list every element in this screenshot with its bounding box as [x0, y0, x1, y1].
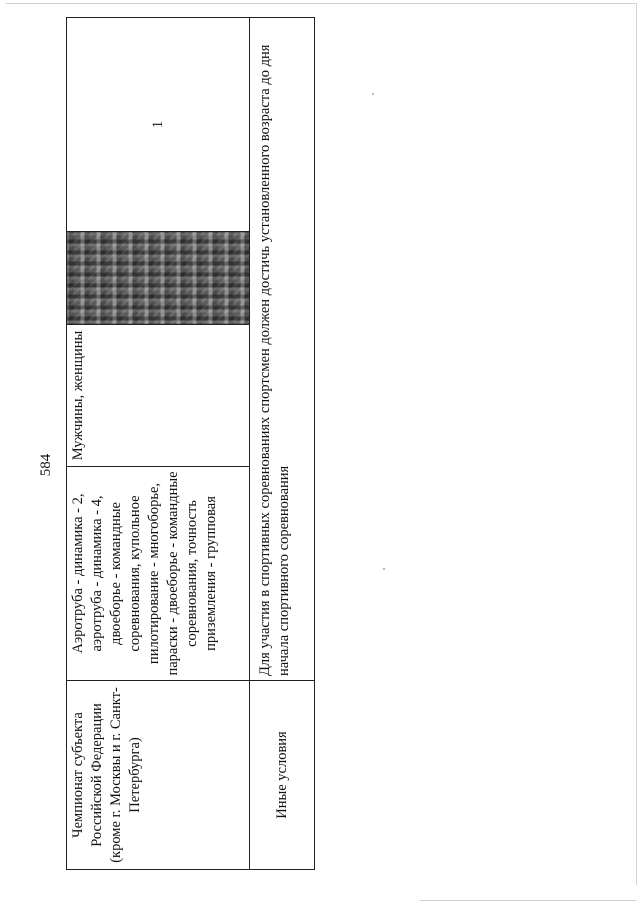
scan-edge-right: [636, 3, 637, 885]
other-conditions-label: Иные условия: [273, 731, 290, 819]
cell-shaded: [67, 232, 250, 325]
cell-other-conditions-text: [250, 18, 315, 681]
table-row-other-conditions: [250, 18, 315, 870]
other-conditions-text: Для участия в спортивных соревнованиях спортсмен должен достичь установленного возраста до дня начала спортивного соревнования: [257, 44, 292, 676]
scan-speck: [383, 568, 385, 570]
participants-text: Мужчины, женщины: [70, 330, 86, 461]
cell-competition-type: [67, 681, 250, 870]
disciplines-text: Аэротруба - динамика - 2, аэротруба - динамика - 4, двоеборье - командные соревнования, купольное пилотирование - многоборье, параски - двоеборье - командные соревнования, точность приземления - групповая: [70, 471, 219, 676]
table-row-competition: [67, 18, 250, 870]
cell-value: [67, 18, 250, 232]
rotated-page: [36, 44, 316, 885]
scan-edge-bottom: [420, 900, 636, 901]
cell-participants: [67, 325, 250, 467]
competition-type-text: Чемпионат субъекта Российской Федерации (кроме г. Москвы и г. Санкт-Петербурга): [70, 687, 143, 863]
page-number: 584: [38, 453, 54, 477]
cell-other-conditions-label: [250, 681, 315, 870]
requirements-table: [66, 17, 315, 870]
cell-disciplines: [67, 467, 250, 681]
value-text: 1: [149, 120, 166, 129]
scan-speck: [372, 93, 374, 95]
scan-edge-top: [6, 3, 636, 4]
